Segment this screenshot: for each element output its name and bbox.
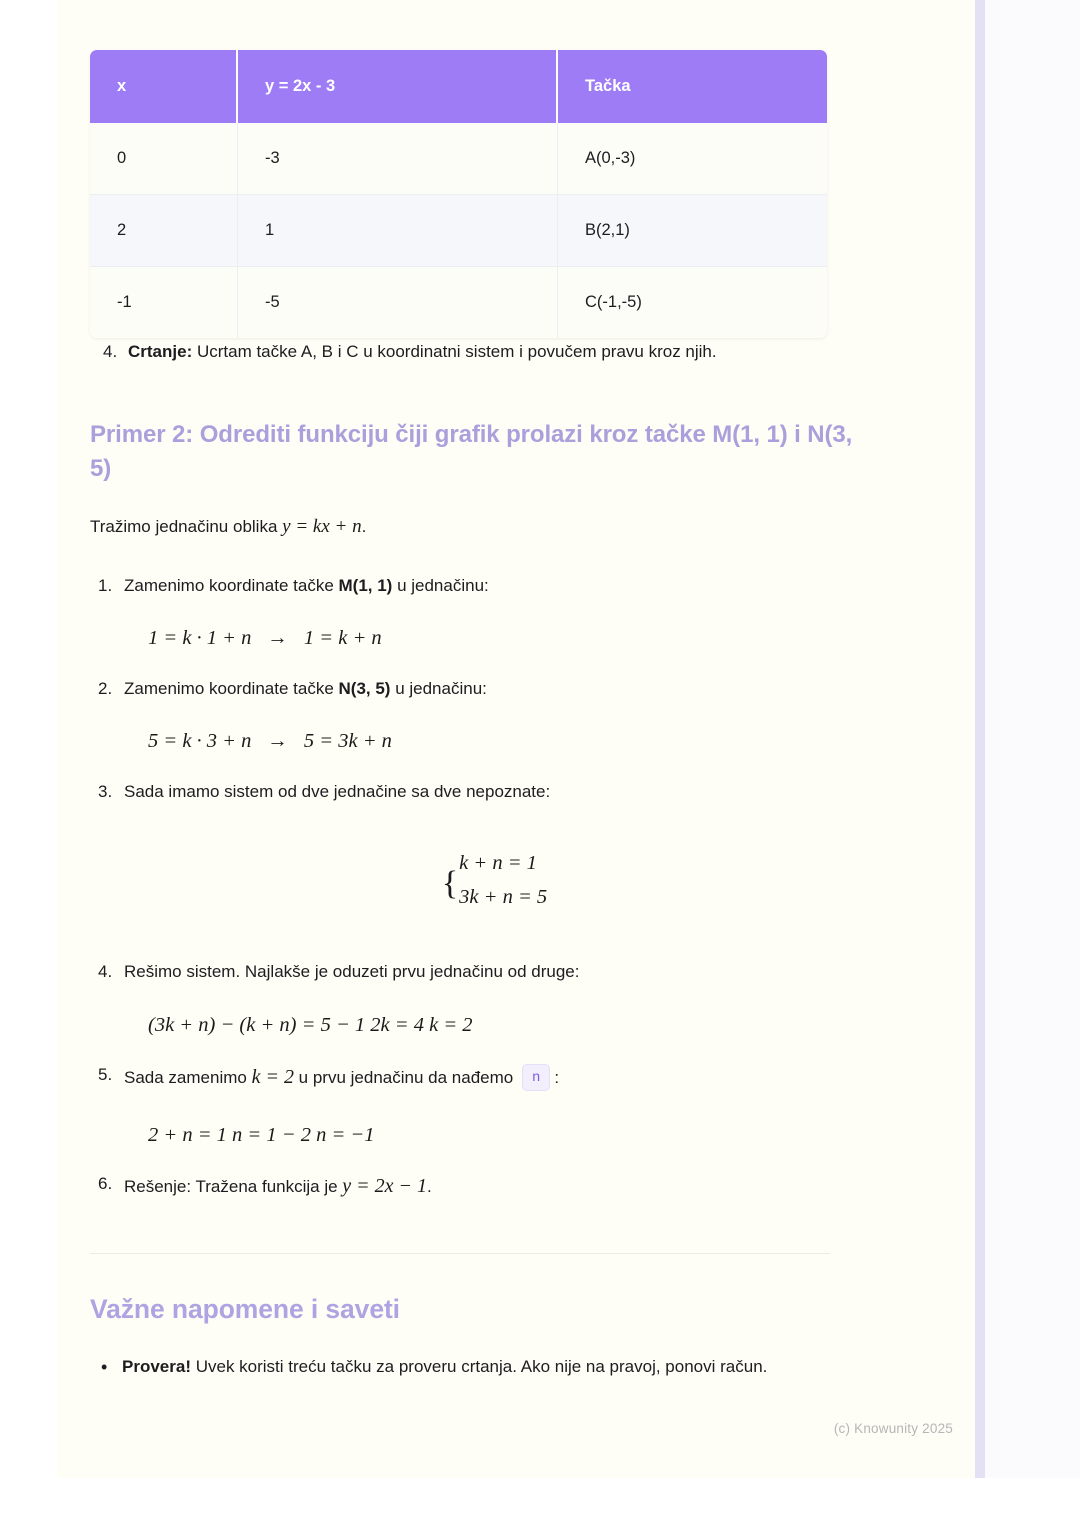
step2-point: N(3, 5) (338, 679, 391, 699)
table-row (90, 195, 827, 267)
primer2-intro-math: y = kx + n (282, 515, 362, 537)
values-table-body (90, 123, 827, 338)
step5-math-inline: k = 2 (251, 1065, 294, 1088)
step2-equation (148, 725, 865, 758)
cell-x: 0 (90, 123, 238, 195)
step5-text-post: : (554, 1067, 560, 1087)
list-item (124, 778, 865, 914)
step1-eq-right: 1 = k + n (303, 626, 382, 649)
document-page (57, 0, 975, 1478)
list-item (128, 338, 865, 366)
values-table (90, 50, 827, 338)
cell-x: 2 (90, 195, 238, 267)
step1-text-post: u jednačinu: (392, 576, 489, 596)
footer-watermark: (c) Knowunity 2025 (833, 1421, 953, 1436)
section-divider (90, 1253, 830, 1254)
step2-eq-left: 5 = k · 3 + n (148, 729, 252, 752)
document-content (90, 0, 865, 1384)
values-table-head (90, 50, 827, 123)
system-line-1: k + n = 1 (459, 852, 537, 875)
list-item (124, 675, 865, 758)
step2-eq-right: 5 = 3k + n (303, 729, 392, 752)
table-header-row (90, 50, 827, 123)
primer2-intro-pre: Tražimo jednačinu oblika (90, 516, 283, 536)
cell-point: C(-1,-5) (558, 267, 827, 338)
vertical-scrollbar[interactable] (975, 0, 985, 1478)
list-item (124, 1170, 865, 1202)
cell-y: 1 (238, 195, 558, 267)
cell-point: B(2,1) (558, 195, 827, 267)
table-row (90, 123, 827, 195)
step2-text-pre: Zamenimo koordinate tačke (124, 679, 339, 699)
step5-text-pre: Sada zamenimo (124, 1067, 252, 1087)
cell-y: -3 (238, 123, 558, 195)
primer2-step-list (90, 572, 865, 1202)
note-label-provera: Provera! (122, 1356, 191, 1376)
list-item (122, 1353, 865, 1381)
step6-text-post: . (427, 1177, 432, 1197)
step-label-crtanje: Crtanje: (128, 342, 193, 361)
system-line-2: 3k + n = 5 (459, 885, 548, 908)
cell-x: -1 (90, 267, 238, 338)
section-title-napomene: Važne napomene i saveti (90, 1293, 400, 1324)
drawing-step-list (90, 338, 865, 366)
step1-eq-arrow: → (267, 626, 288, 649)
step2-text-post: u jednačinu: (390, 679, 487, 699)
right-gutter (985, 0, 1080, 1478)
step4-text: Rešimo sistem. Najlakše je oduzeti prvu jednačinu od druge: (124, 961, 580, 981)
page-title-primer-2: Primer 2: Odrediti funkciju čiji grafik prolazi kroz tačke M(1, 1) i N(3, 5) (90, 420, 853, 482)
table-header-point: Tačka (558, 50, 827, 123)
table-row (90, 267, 827, 338)
step3-equation-system (124, 847, 865, 913)
values-table-wrapper (90, 50, 827, 338)
step5-text-mid: u prvu jednačinu da nađemo (293, 1067, 518, 1087)
step3-text: Sada imamo sistem od dve jednačine sa dve nepoznate: (124, 781, 551, 801)
system-brace: { (441, 864, 459, 902)
step4-equation: (3k + n) − (k + n) = 5 − 1 2k = 4 k = 2 (148, 1014, 473, 1037)
list-item (124, 958, 865, 1043)
note-text-provera: Uvek koristi treću tačku za proveru crtanja. Ako nije na pravoj, ponovi račun. (190, 1356, 768, 1376)
system-rows (459, 847, 547, 913)
cell-point: A(0,-3) (558, 123, 827, 195)
step1-eq-left: 1 = k · 1 + n (148, 626, 252, 649)
step-text-crtanje: Ucrtam tačke A, B i C u koordinatni sistem i povučem pravu kroz njih. (192, 342, 717, 361)
step5-equation: 2 + n = 1 n = 1 − 2 n = −1 (148, 1123, 375, 1146)
napomene-list (90, 1353, 865, 1381)
list-item (124, 1061, 865, 1153)
table-header-x: x (90, 50, 238, 123)
primer2-intro (90, 512, 865, 543)
step2-eq-arrow: → (267, 729, 288, 752)
primer2-intro-post: . (361, 516, 367, 536)
cell-y: -5 (238, 267, 558, 338)
step1-point: M(1, 1) (338, 576, 393, 596)
step1-equation (148, 622, 865, 655)
step6-math-inline: y = 2x − 1 (342, 1175, 428, 1198)
inline-code-n[interactable]: n (522, 1064, 550, 1091)
list-item (124, 572, 865, 655)
step1-text-pre: Zamenimo koordinate tačke (124, 576, 339, 596)
table-header-y: y = 2x - 3 (238, 50, 558, 123)
step6-text-pre: Rešenje: Tražena funkcija je (124, 1177, 343, 1197)
